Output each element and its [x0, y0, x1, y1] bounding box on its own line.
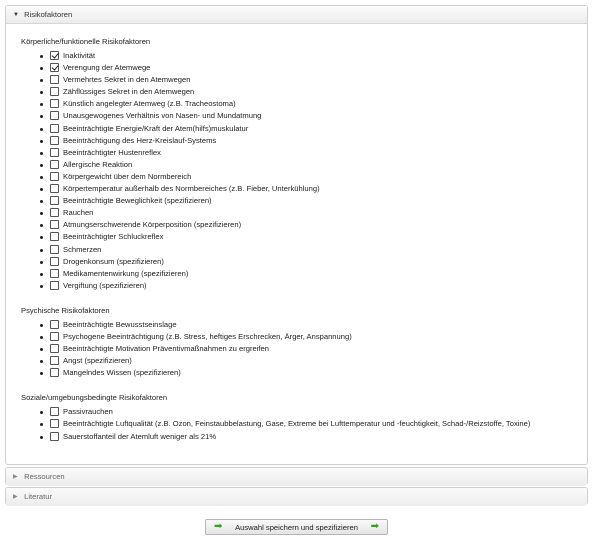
risk-factor-list — [21, 319, 587, 379]
risk-factor-item — [40, 62, 587, 74]
risk-factor-label[interactable]: Beeinträchtigte Energie/Kraft der Atem(hilfs)muskulatur — [63, 123, 249, 133]
bullet-icon — [40, 212, 43, 215]
risk-factor-label[interactable]: Medikamentenwirkung (spezifizieren) — [63, 268, 189, 278]
risk-factor-checkbox[interactable] — [50, 148, 59, 157]
risk-factor-label[interactable]: Beeinträchtigter Schluckreflex — [63, 232, 164, 242]
risk-factor-checkbox[interactable] — [50, 51, 59, 60]
risk-factor-checkbox[interactable] — [50, 208, 59, 217]
risk-factors-panel — [5, 5, 588, 465]
bullet-icon — [40, 411, 43, 414]
risk-factor-label[interactable]: Schmerzen — [63, 244, 102, 254]
risk-factors-header[interactable] — [6, 6, 587, 24]
save-button-label: Auswahl speichern und spezifizieren — [235, 523, 358, 532]
risk-factor-item — [40, 431, 587, 443]
risk-factor-item — [40, 343, 587, 355]
bullet-icon — [40, 236, 43, 239]
bullet-icon — [40, 436, 43, 439]
risk-factor-label[interactable]: Beeinträchtigte Luftqualität (z.B. Ozon, Feinstaubbelastung, Gase, Extreme bei Lufttemperatur und -feuchtigkeit, Schad-/Reizstoffe, Toxine) — [63, 419, 531, 429]
risk-factor-item — [40, 135, 587, 147]
risk-factor-item — [40, 219, 587, 231]
risk-factor-checkbox[interactable] — [50, 172, 59, 181]
risk-factor-label[interactable]: Künstlich angelegter Atemweg (z.B. Tracheostoma) — [63, 99, 236, 109]
risk-factor-item — [40, 159, 587, 171]
risk-factor-item — [40, 256, 587, 268]
risk-factor-item — [40, 319, 587, 331]
risk-factor-label[interactable]: Psychogene Beeinträchtigung (z.B. Stress, heftiges Erschrecken, Ärger, Anspannung) — [63, 331, 352, 341]
risk-factor-label[interactable]: Unausgewogenes Verhältnis von Nasen- und Mundatmung — [63, 111, 262, 121]
risk-factor-checkbox[interactable] — [50, 75, 59, 84]
bullet-icon — [40, 261, 43, 264]
literature-panel — [5, 487, 588, 505]
risk-factor-checkbox[interactable] — [50, 245, 59, 254]
bullet-icon — [40, 336, 43, 339]
save-and-specify-button[interactable] — [205, 519, 388, 535]
bullet-icon — [40, 249, 43, 252]
risk-factor-checkbox[interactable] — [50, 196, 59, 205]
risk-factor-item — [40, 244, 587, 256]
green-arrow-right-icon: ➡ — [214, 521, 223, 532]
bullet-icon — [40, 348, 43, 351]
bullet-icon — [40, 79, 43, 82]
risk-factor-checkbox[interactable] — [50, 269, 59, 278]
risk-factor-checkbox[interactable] — [50, 111, 59, 120]
bullet-icon — [40, 140, 43, 143]
risk-factor-item — [40, 171, 587, 183]
risk-factor-list — [21, 406, 587, 442]
green-arrow-right-icon: ➡ — [370, 521, 379, 532]
section-title: Soziale/umgebungsbedingte Risikofaktoren — [21, 393, 168, 403]
risk-factor-label[interactable]: Rauchen — [63, 208, 94, 218]
risk-factor-checkbox[interactable] — [50, 257, 59, 266]
risk-factor-label[interactable]: Beeinträchtigter Hustenreflex — [63, 147, 161, 157]
risk-factor-checkbox[interactable] — [50, 136, 59, 145]
risk-factor-checkbox[interactable] — [50, 344, 59, 353]
risk-factor-checkbox[interactable] — [50, 332, 59, 341]
bullet-icon — [40, 188, 43, 191]
bullet-icon — [40, 91, 43, 94]
section-title: Psychische Risikofaktoren — [21, 305, 110, 315]
risk-factor-checkbox[interactable] — [50, 124, 59, 133]
risk-factor-item — [40, 110, 587, 122]
risk-factor-item — [40, 86, 587, 98]
bullet-icon — [40, 285, 43, 288]
risk-factor-checkbox[interactable] — [50, 432, 59, 441]
risk-factor-checkbox[interactable] — [50, 220, 59, 229]
risk-factor-checkbox[interactable] — [50, 407, 59, 416]
risk-factor-checkbox[interactable] — [50, 356, 59, 365]
risk-factor-item — [40, 50, 587, 62]
risk-factor-item — [40, 98, 587, 110]
risk-factor-checkbox[interactable] — [50, 368, 59, 377]
triangle-right-icon: ▶ — [13, 474, 18, 480]
risk-factor-label[interactable]: Allergische Reaktion — [63, 159, 133, 169]
bullet-icon — [40, 324, 43, 327]
risk-factor-checkbox[interactable] — [50, 87, 59, 96]
literature-title: Literatur — [24, 492, 52, 501]
risk-factor-label[interactable]: Körpertemperatur außerhalb des Normbereiches (z.B. Fieber, Unterkühlung) — [63, 184, 320, 194]
resources-header[interactable] — [6, 468, 587, 486]
bullet-icon — [40, 128, 43, 131]
risk-factor-label[interactable]: Inaktivität — [63, 51, 96, 60]
risk-factors-title: Risikofaktoren — [24, 10, 73, 19]
bullet-icon — [40, 372, 43, 375]
risk-factor-item — [40, 207, 587, 219]
risk-factor-label[interactable]: Mangelndes Wissen (spezifizieren) — [63, 368, 181, 378]
risk-factor-checkbox[interactable] — [50, 184, 59, 193]
risk-factor-item — [40, 123, 587, 135]
risk-factor-label[interactable]: Vermehrtes Sekret in den Atemwegen — [63, 75, 191, 85]
risk-factor-item — [40, 74, 587, 86]
risk-factor-label[interactable]: Angst (spezifizieren) — [63, 356, 132, 366]
risk-factor-item — [40, 355, 587, 367]
risk-factor-item — [40, 418, 587, 430]
risk-factor-label[interactable]: Verengung der Atemwege — [63, 63, 151, 73]
bullet-icon — [40, 115, 43, 118]
risk-factor-item — [40, 280, 587, 292]
risk-factor-item — [40, 367, 587, 379]
risk-factor-item — [40, 406, 587, 418]
risk-factor-checkbox[interactable] — [50, 320, 59, 329]
bullet-icon — [40, 103, 43, 106]
risk-factor-label[interactable]: Beeinträchtigte Bewusstseinslage — [63, 319, 177, 329]
bullet-icon — [40, 273, 43, 276]
triangle-down-icon: ▼ — [13, 12, 19, 18]
risk-factor-checkbox[interactable] — [50, 232, 59, 241]
risk-factor-label[interactable]: Passivrauchen — [63, 407, 113, 417]
triangle-right-icon: ▶ — [13, 494, 18, 500]
risk-factor-label[interactable]: Beeinträchtigte Motivation Präventivmaßnahmen zu ergreifen — [63, 344, 269, 354]
bullet-icon — [40, 176, 43, 179]
bullet-icon — [40, 67, 43, 70]
literature-header[interactable] — [6, 488, 587, 506]
risk-factor-label[interactable]: Zähflüssiges Sekret in den Atemwegen — [63, 87, 195, 97]
risk-factor-item — [40, 231, 587, 243]
bullet-icon — [40, 360, 43, 363]
section-title: Körperliche/funktionelle Risikofaktoren — [21, 37, 151, 46]
risk-factor-item — [40, 183, 587, 195]
risk-factor-item — [40, 331, 587, 343]
risk-factor-label[interactable]: Beeinträchtigung des Herz-Kreislauf-Systems — [63, 135, 217, 145]
risk-factor-label[interactable]: Sauerstoffanteil der Atemluft weniger als 21% — [63, 431, 217, 441]
risk-factor-label[interactable]: Beeinträchtigte Beweglichkeit (spezifizieren) — [63, 196, 212, 206]
resources-title: Ressourcen — [24, 472, 65, 481]
risk-factor-item — [40, 147, 587, 159]
resources-panel — [5, 467, 588, 485]
risk-factor-label[interactable]: Atmungserschwerende Körperposition (spezifizieren) — [63, 220, 242, 230]
risk-factor-checkbox[interactable] — [50, 99, 59, 108]
bullet-icon — [40, 55, 43, 58]
bullet-icon — [40, 200, 43, 203]
risk-factor-item — [40, 195, 587, 207]
risk-factor-item — [40, 268, 587, 280]
bullet-icon — [40, 423, 43, 426]
risk-factor-label[interactable]: Drogenkonsum (spezifizieren) — [63, 256, 164, 266]
risk-factor-list — [21, 50, 587, 292]
risk-factor-checkbox[interactable] — [50, 160, 59, 169]
bullet-icon — [40, 224, 43, 227]
risk-factor-checkbox[interactable] — [50, 63, 59, 72]
risk-factor-label[interactable]: Vergiftung (spezifizieren) — [63, 280, 147, 290]
bullet-icon — [40, 164, 43, 167]
bullet-icon — [40, 152, 43, 155]
risk-factors-body — [6, 24, 587, 456]
risk-factor-checkbox[interactable] — [50, 281, 59, 290]
risk-factor-label[interactable]: Körpergewicht über dem Normbereich — [63, 171, 192, 181]
risk-factor-checkbox[interactable] — [50, 419, 59, 428]
